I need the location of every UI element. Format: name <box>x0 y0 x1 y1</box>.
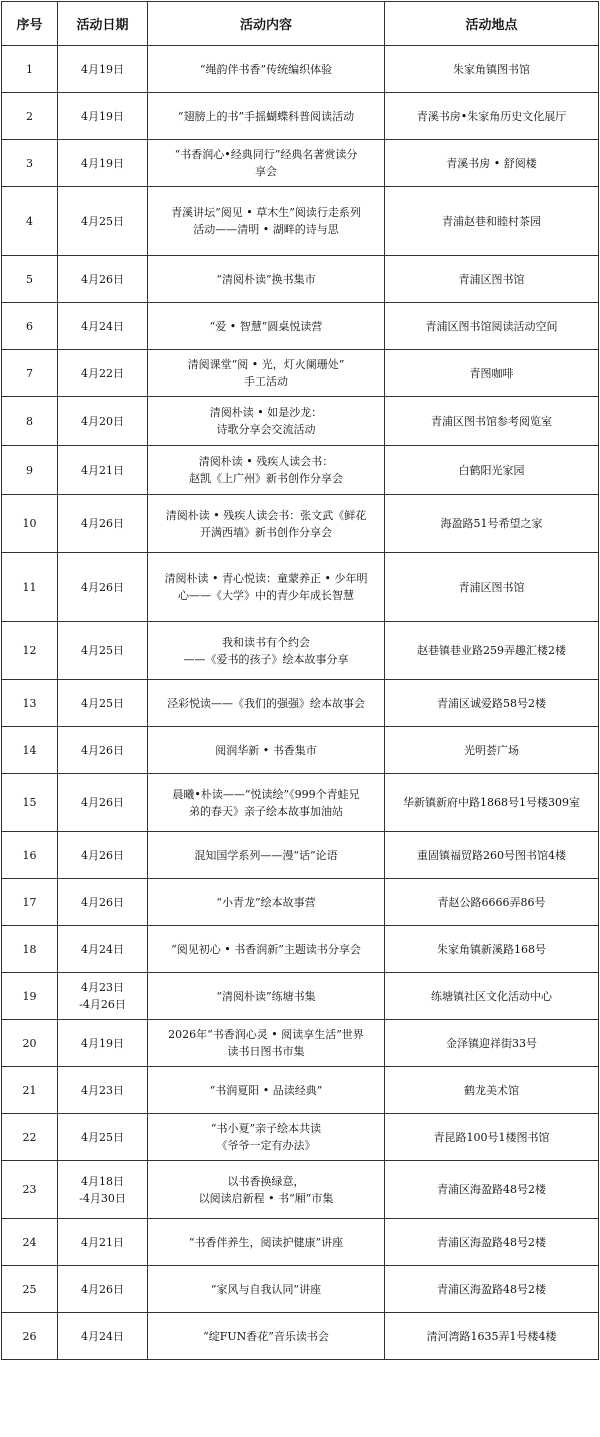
row-location: 朱家角镇图书馆 <box>385 46 599 93</box>
row-number: 20 <box>2 1020 58 1067</box>
row-date: 4月19日 <box>58 140 148 187</box>
activity-table <box>1 1 599 1360</box>
row-number: 6 <box>2 303 58 350</box>
row-date: 4月25日 <box>58 680 148 727</box>
row-location: 青溪书房 • 舒阅楼 <box>385 140 599 187</box>
row-location: 青浦区海盈路48号2楼 <box>385 1161 599 1219</box>
table-row <box>2 774 599 832</box>
table-row <box>2 187 599 256</box>
row-location: 金泽镇迎祥街33号 <box>385 1020 599 1067</box>
row-location: 鹤龙美术馆 <box>385 1067 599 1114</box>
table-row <box>2 1266 599 1313</box>
row-date: 4月24日 <box>58 926 148 973</box>
table-row <box>2 926 599 973</box>
row-date: 4月22日 <box>58 350 148 397</box>
header-row <box>2 2 599 46</box>
row-number: 9 <box>2 446 58 495</box>
row-content: “家风与自我认同”讲座 <box>148 1266 385 1313</box>
row-content: “清阅朴读”换书集市 <box>148 256 385 303</box>
row-location: 青赵公路6666弄86号 <box>385 879 599 926</box>
table-row <box>2 973 599 1020</box>
row-location: 青浦区海盈路48号2楼 <box>385 1266 599 1313</box>
row-date: 4月21日 <box>58 446 148 495</box>
table-row <box>2 350 599 397</box>
table-body <box>2 46 599 1360</box>
row-location: 清河湾路1635弄1号楼4楼 <box>385 1313 599 1360</box>
row-number: 26 <box>2 1313 58 1360</box>
table-row <box>2 1114 599 1161</box>
header-number: 序号 <box>2 2 58 46</box>
row-number: 21 <box>2 1067 58 1114</box>
row-location: 练塘镇社区文化活动中心 <box>385 973 599 1020</box>
row-number: 19 <box>2 973 58 1020</box>
table-row <box>2 1313 599 1360</box>
table-row <box>2 1020 599 1067</box>
table-row <box>2 1219 599 1266</box>
row-content: 混知国学系列——漫“话”论语 <box>148 832 385 879</box>
row-content: “书小夏”亲子绘本共读 《爷爷一定有办法》 <box>148 1114 385 1161</box>
row-location: 青浦区海盈路48号2楼 <box>385 1219 599 1266</box>
row-content: 清阅朴读 • 青心悦读：童蒙养正 • 少年明 心——《大学》中的青少年成长智慧 <box>148 553 385 622</box>
row-content: “翅膀上的书”手摇蝴蝶科普阅读活动 <box>148 93 385 140</box>
row-date: 4月26日 <box>58 879 148 926</box>
row-location: 青浦区诚爱路58号2楼 <box>385 680 599 727</box>
row-date: 4月24日 <box>58 1313 148 1360</box>
row-number: 23 <box>2 1161 58 1219</box>
table-row <box>2 495 599 553</box>
table-row <box>2 303 599 350</box>
row-date: 4月19日 <box>58 93 148 140</box>
row-location: 重固镇福贸路260号图书馆4楼 <box>385 832 599 879</box>
row-date: 4月26日 <box>58 553 148 622</box>
row-number: 16 <box>2 832 58 879</box>
row-content: 2026年“书香润心灵 • 阅读享生活”世界 读书日图书市集 <box>148 1020 385 1067</box>
table-row <box>2 93 599 140</box>
row-number: 7 <box>2 350 58 397</box>
row-content: “书香伴养生，阅读护健康”讲座 <box>148 1219 385 1266</box>
row-date: 4月26日 <box>58 832 148 879</box>
row-date: 4月24日 <box>58 303 148 350</box>
row-location: 青溪书房•朱家角历史文化展厅 <box>385 93 599 140</box>
header-content: 活动内容 <box>148 2 385 46</box>
row-number: 2 <box>2 93 58 140</box>
row-content: 清阅课堂“阅 • 光，灯火阑珊处” 手工活动 <box>148 350 385 397</box>
row-number: 15 <box>2 774 58 832</box>
table-row <box>2 46 599 93</box>
row-date: 4月26日 <box>58 727 148 774</box>
row-number: 14 <box>2 727 58 774</box>
table-row <box>2 879 599 926</box>
table-row <box>2 397 599 446</box>
row-location: 朱家角镇新溪路168号 <box>385 926 599 973</box>
row-number: 22 <box>2 1114 58 1161</box>
row-content: 清阅朴读 • 如是沙龙： 诗歌分享会交流活动 <box>148 397 385 446</box>
row-number: 1 <box>2 46 58 93</box>
table-row <box>2 553 599 622</box>
table-row <box>2 446 599 495</box>
row-number: 3 <box>2 140 58 187</box>
row-content: 清阅朴读 • 残疾人读会书：张文武《鲜花 开满西墙》新书创作分享会 <box>148 495 385 553</box>
row-content: “绽FUN香花”音乐读书会 <box>148 1313 385 1360</box>
table-row <box>2 140 599 187</box>
row-content: “书香润心•经典同行”经典名著赏读分 享会 <box>148 140 385 187</box>
row-content: 以书香换绿意， 以阅读启新程 • 书“厢”市集 <box>148 1161 385 1219</box>
table-row <box>2 1067 599 1114</box>
row-location: 青浦区图书馆 <box>385 553 599 622</box>
row-date: 4月26日 <box>58 774 148 832</box>
row-content: “爱 • 智慧”圆桌悦读营 <box>148 303 385 350</box>
row-number: 8 <box>2 397 58 446</box>
row-date: 4月26日 <box>58 495 148 553</box>
row-date: 4月25日 <box>58 187 148 256</box>
table-row <box>2 727 599 774</box>
row-content: “绳韵伴书香”传统编织体验 <box>148 46 385 93</box>
row-content: 晨曦•朴读——“悦读绘”《999个青蛙兄 弟的春天》亲子绘本故事加油站 <box>148 774 385 832</box>
table-row <box>2 832 599 879</box>
row-content: 我和读书有个约会 ——《爱书的孩子》绘本故事分享 <box>148 622 385 680</box>
row-content: “清阅朴读”练塘书集 <box>148 973 385 1020</box>
row-date: 4月26日 <box>58 256 148 303</box>
row-date: 4月19日 <box>58 46 148 93</box>
row-location: 华新镇新府中路1868号1号楼309室 <box>385 774 599 832</box>
row-number: 12 <box>2 622 58 680</box>
row-number: 25 <box>2 1266 58 1313</box>
row-content: 阅润华新 • 书香集市 <box>148 727 385 774</box>
row-date: 4月25日 <box>58 622 148 680</box>
row-number: 4 <box>2 187 58 256</box>
row-content: 清阅朴读 • 残疾人读会书： 赵凯《上广州》新书创作分享会 <box>148 446 385 495</box>
row-location: 海盈路51号希望之家 <box>385 495 599 553</box>
row-location: 白鹤阳光家园 <box>385 446 599 495</box>
row-number: 11 <box>2 553 58 622</box>
row-number: 13 <box>2 680 58 727</box>
row-date: 4月23日 <box>58 1067 148 1114</box>
row-content: “阅见初心 • 书香润新”主题读书分享会 <box>148 926 385 973</box>
row-date: 4月20日 <box>58 397 148 446</box>
row-content: 青溪讲坛“阅见 • 草木生”阅读行走系列 活动——清明 • 湖畔的诗与思 <box>148 187 385 256</box>
table-row <box>2 256 599 303</box>
row-number: 18 <box>2 926 58 973</box>
row-location: 赵巷镇巷业路259弄趣汇楼2楼 <box>385 622 599 680</box>
row-content: “小青龙”绘本故事营 <box>148 879 385 926</box>
row-location: 青图咖啡 <box>385 350 599 397</box>
row-location: 青昆路100号1楼图书馆 <box>385 1114 599 1161</box>
row-date: 4月25日 <box>58 1114 148 1161</box>
row-date: 4月21日 <box>58 1219 148 1266</box>
row-content: 泾彩悦读——《我们的强强》绘本故事会 <box>148 680 385 727</box>
header-location: 活动地点 <box>385 2 599 46</box>
row-location: 青浦区图书馆参考阅览室 <box>385 397 599 446</box>
row-date: 4月23日 -4月26日 <box>58 973 148 1020</box>
table-row <box>2 622 599 680</box>
row-date: 4月18日 -4月30日 <box>58 1161 148 1219</box>
row-date: 4月19日 <box>58 1020 148 1067</box>
row-content: “书润夏阳 • 品读经典” <box>148 1067 385 1114</box>
row-number: 17 <box>2 879 58 926</box>
table-row <box>2 1161 599 1219</box>
header-date: 活动日期 <box>58 2 148 46</box>
row-date: 4月26日 <box>58 1266 148 1313</box>
row-location: 青浦区图书馆阅读活动空间 <box>385 303 599 350</box>
row-number: 10 <box>2 495 58 553</box>
row-number: 5 <box>2 256 58 303</box>
row-location: 青浦区图书馆 <box>385 256 599 303</box>
row-location: 光明荟广场 <box>385 727 599 774</box>
row-location: 青浦赵巷和睦村茶园 <box>385 187 599 256</box>
row-number: 24 <box>2 1219 58 1266</box>
table-row <box>2 680 599 727</box>
